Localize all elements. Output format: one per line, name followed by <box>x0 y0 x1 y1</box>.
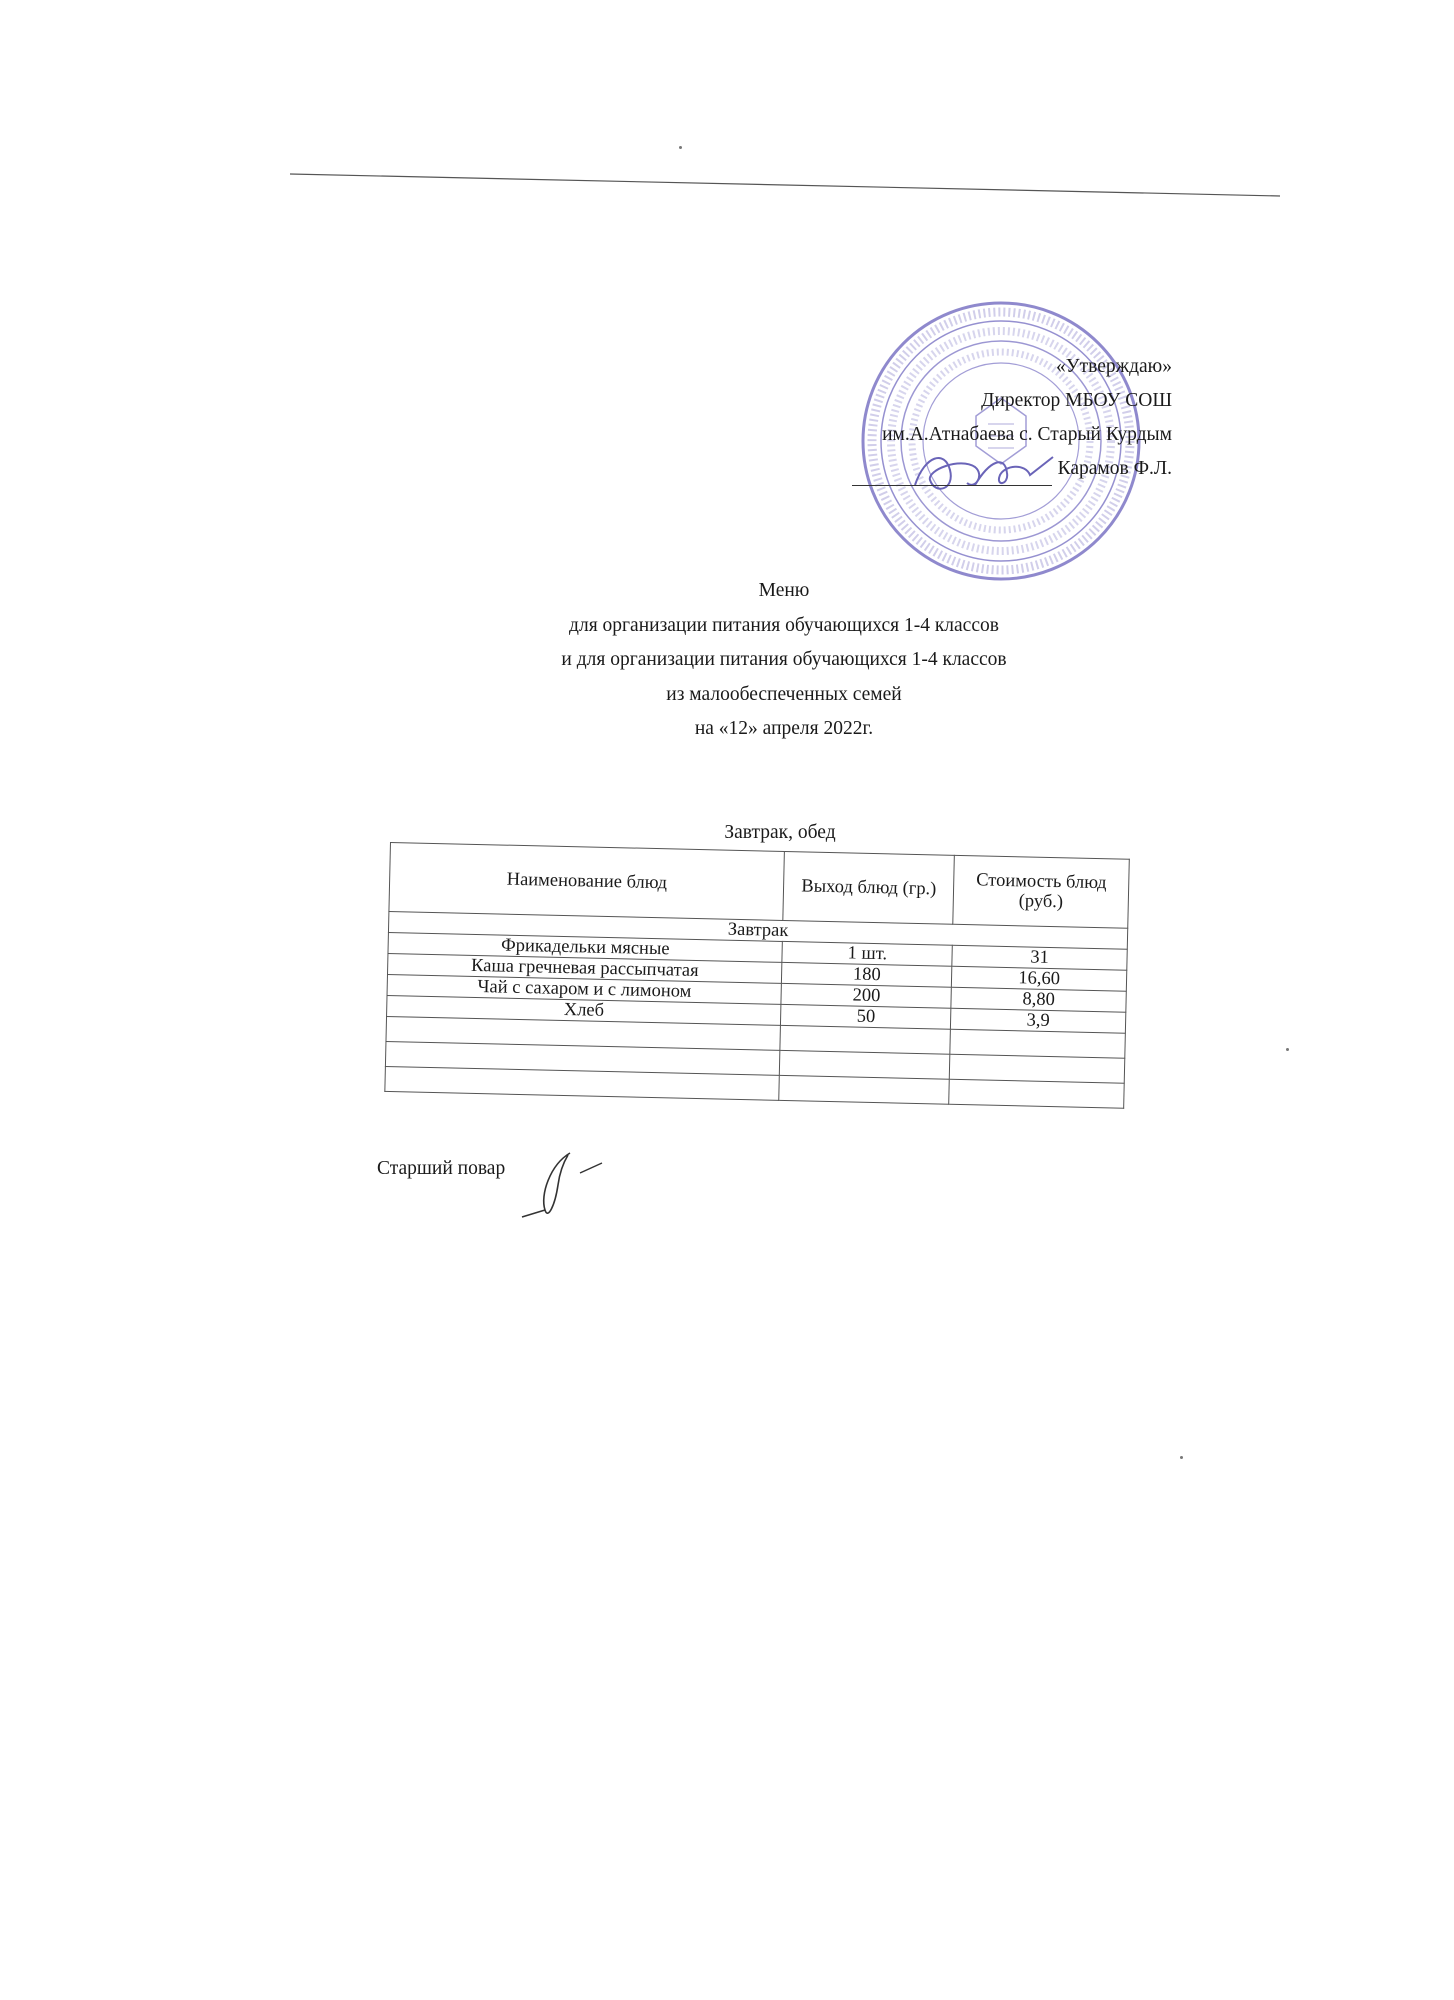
title-line-2: для организации питания обучающихся 1-4 классов <box>569 614 999 636</box>
section-breakfast: Завтрак <box>388 911 1127 949</box>
dish-portion: 200 <box>781 983 951 1008</box>
top-scan-line <box>290 170 1280 200</box>
empty-cell <box>949 1079 1124 1108</box>
approval-position: Директор МБОУ СОШ <box>981 390 1172 411</box>
scan-speck <box>1286 1048 1289 1051</box>
dish-portion: 1 шт. <box>782 941 952 966</box>
dish-price: 3,9 <box>951 1008 1126 1033</box>
title-line-3: и для организации питания обучающихся 1-4 классов <box>561 649 1007 670</box>
dish-portion: 180 <box>782 962 952 987</box>
chef-signature <box>510 1145 610 1225</box>
dish-portion: 50 <box>781 1004 951 1029</box>
title-date: на «12» апреля 2022г. <box>694 718 874 739</box>
empty-cell <box>780 1025 950 1054</box>
approval-name: Карамов Ф.Л. <box>1057 458 1172 479</box>
approval-heading: «Утверждаю» <box>1056 356 1172 377</box>
dish-name: Фрикадельки мясные <box>388 932 783 962</box>
header-dish-name: Наименование блюд <box>389 843 785 921</box>
document-title-block <box>484 574 1084 747</box>
dish-price: 31 <box>952 945 1127 970</box>
document-title: Меню <box>758 580 810 601</box>
dish-name: Чай с сахаром и с лимоном <box>387 974 782 1004</box>
dish-price: 8,80 <box>951 987 1126 1012</box>
dish-name: Хлеб <box>387 995 782 1025</box>
empty-cell <box>779 1075 949 1104</box>
approval-signatory <box>852 452 1172 486</box>
approval-block <box>852 350 1172 486</box>
scan-speck <box>1180 1456 1183 1459</box>
header-price: Стоимость блюд (руб.) <box>953 855 1129 928</box>
dish-name: Каша гречневая рассыпчатая <box>387 953 782 983</box>
menu-table-container <box>383 842 1130 1179</box>
title-line-4: из малообеспеченных семей <box>666 683 902 705</box>
signature-line <box>852 465 1052 486</box>
chef-label: Старший повар <box>377 1158 506 1179</box>
empty-cell <box>780 1050 950 1079</box>
header-portion: Выход блюд (гр.) <box>783 851 954 924</box>
menu-table <box>384 842 1129 1109</box>
scan-speck <box>679 146 682 149</box>
meal-section-title: Завтрак, обед <box>724 822 836 843</box>
approval-school: им.А.Атнабаева с. Старый Курдым <box>882 424 1172 445</box>
dish-price: 16,60 <box>952 966 1127 991</box>
